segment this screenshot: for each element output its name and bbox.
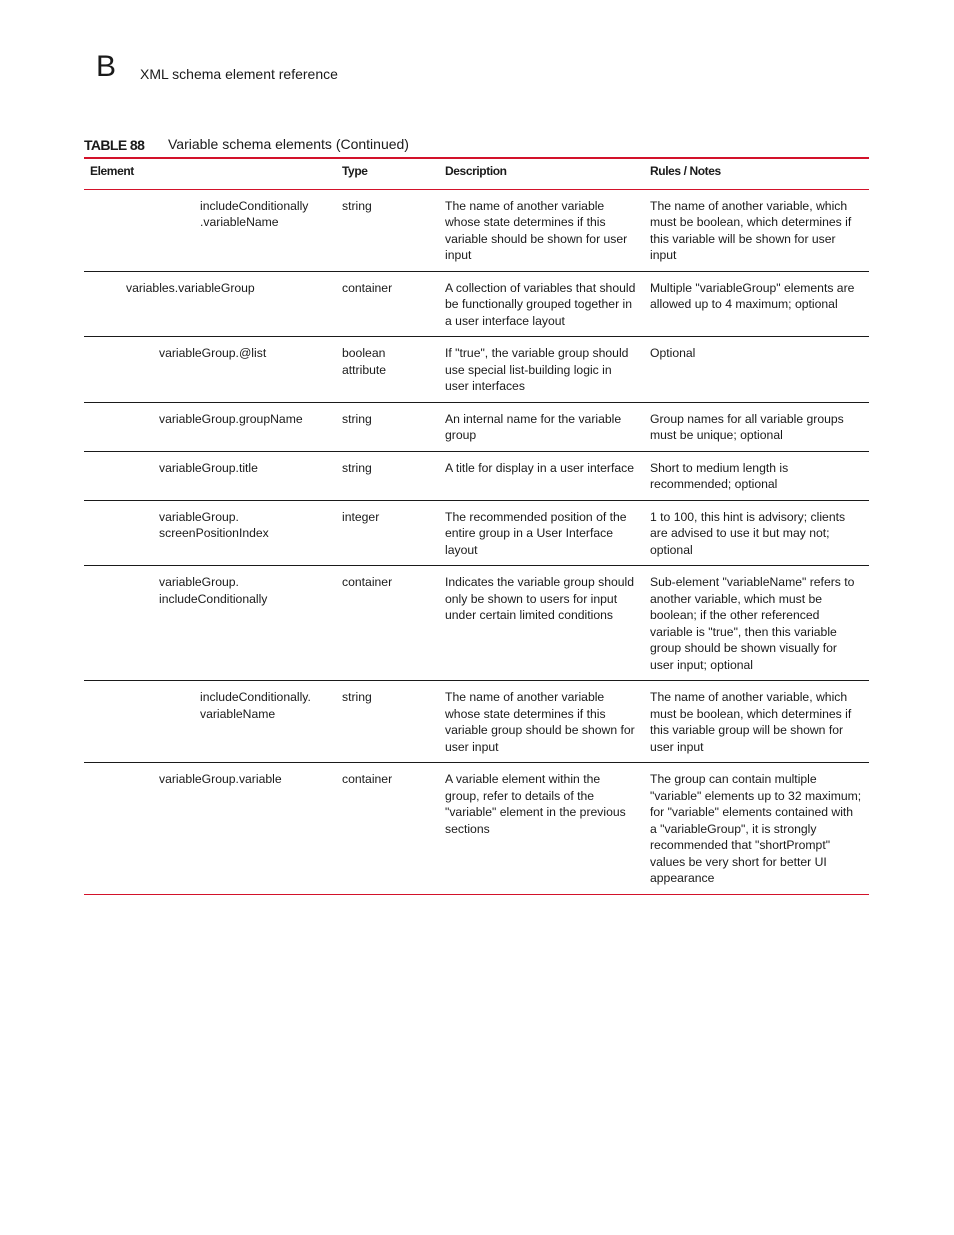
type-line: string <box>342 690 372 704</box>
table-row <box>84 271 869 337</box>
section-title: XML schema element reference <box>140 66 338 82</box>
element-name-line: screenPositionIndex <box>159 526 269 540</box>
table-row <box>84 681 869 763</box>
element-name-line: variableGroup.@list <box>159 346 267 360</box>
type-cell <box>336 337 439 403</box>
element-name-cell <box>84 500 336 566</box>
element-name-line: includeConditionally <box>200 198 309 213</box>
description-cell: A collection of variables that should be functionally grouped together in a user interface layout <box>439 271 644 337</box>
description-cell: An internal name for the variable group <box>439 402 644 451</box>
notes-cell: Multiple "variableGroup" elements are allowed up to 4 maximum; optional <box>644 271 869 337</box>
element-name-cell <box>84 566 336 681</box>
notes-cell: The name of another variable, which must be boolean, which determines if this variable group will be shown for user input <box>644 681 869 763</box>
element-name-cell <box>84 271 336 337</box>
notes-cell: Optional <box>644 337 869 403</box>
column-header-type: Type <box>336 158 439 189</box>
element-name-cell <box>84 402 336 451</box>
table-body <box>84 189 869 894</box>
table-row <box>84 500 869 566</box>
description-cell: A title for display in a user interface <box>439 451 644 500</box>
table-header-row <box>84 158 869 189</box>
table-row <box>84 337 869 403</box>
element-name-cell <box>84 189 336 271</box>
description-cell: The name of another variable whose state determines if this variable group should be shown for user input <box>439 681 644 763</box>
type-line: string <box>342 460 372 475</box>
element-name-line: includeConditionally <box>159 591 268 606</box>
element-name-cell <box>84 681 336 763</box>
table-label: TABLE 88 <box>84 137 145 153</box>
column-header-element: Element <box>84 158 336 189</box>
type-line: string <box>342 198 372 213</box>
element-name-line: variableGroup. <box>159 575 239 589</box>
element-name-line: variableGroup.groupName <box>159 411 303 426</box>
column-header-notes: Rules / Notes <box>644 158 869 189</box>
type-line: boolean <box>342 346 386 360</box>
type-line: container <box>342 575 393 589</box>
element-name-line: variableName <box>200 706 276 721</box>
type-cell <box>336 566 439 681</box>
description-cell: If "true", the variable group should use special list-building logic in user interfaces <box>439 337 644 403</box>
appendix-letter: B <box>96 50 117 83</box>
table-row <box>84 451 869 500</box>
description-cell: The name of another variable whose state determines if this variable should be shown for user input <box>445 198 628 262</box>
element-name-line: variables.variableGroup <box>126 280 255 295</box>
description-cell: The recommended position of the entire group in a User Interface layout <box>439 500 644 566</box>
type-cell <box>336 189 439 271</box>
table-row <box>84 402 869 451</box>
element-name-cell <box>84 337 336 403</box>
notes-cell: Short to medium length is recommended; optional <box>644 451 869 500</box>
description-cell: A variable element within the group, refer to details of the "variable" element in the previous sections <box>439 763 644 895</box>
notes-cell: Sub-element "variableName" refers to another variable, which must be boolean; if the other referenced variable is "true", then this variable group should be shown visually for user input; optional <box>644 566 869 681</box>
type-cell <box>336 451 439 500</box>
element-name-line: variableGroup. <box>159 509 239 524</box>
element-name-line: includeConditionally. <box>200 690 311 704</box>
type-cell <box>336 681 439 763</box>
column-header-description: Description <box>439 158 644 189</box>
table-row <box>84 189 869 271</box>
type-cell <box>336 763 439 895</box>
schema-table <box>84 157 869 895</box>
notes-cell: 1 to 100, this hint is advisory; clients are advised to use it but may not; optional <box>644 500 869 566</box>
type-line: attribute <box>342 362 387 377</box>
table-caption <box>84 135 869 155</box>
table-row <box>84 763 869 895</box>
type-cell <box>336 271 439 337</box>
element-name-cell <box>84 763 336 895</box>
type-line: integer <box>342 509 380 524</box>
element-name-line: variableGroup.title <box>159 460 258 475</box>
type-line: container <box>342 772 393 786</box>
table-title: Variable schema elements (Continued) <box>168 136 409 152</box>
element-name-line: variableGroup.variable <box>159 772 282 786</box>
element-name-line: .variableName <box>200 215 279 229</box>
notes-cell: Group names for all variable groups must be unique; optional <box>644 402 869 451</box>
type-line: string <box>342 411 372 426</box>
type-cell <box>336 402 439 451</box>
notes-cell: The name of another variable, which must be boolean, which determines if this variable will be shown for user input <box>650 198 852 262</box>
type-line: container <box>342 280 393 295</box>
notes-cell: The group can contain multiple "variable" elements up to 32 maximum; for "variable" elements contained with a "variableGroup", it is strongly recommended that "shortPrompt" values be very short for better UI appearance <box>644 763 869 895</box>
element-name-cell <box>84 451 336 500</box>
type-cell <box>336 500 439 566</box>
description-cell: Indicates the variable group should only be shown to users for input under certain limited conditions <box>439 566 644 681</box>
table-row <box>84 566 869 681</box>
